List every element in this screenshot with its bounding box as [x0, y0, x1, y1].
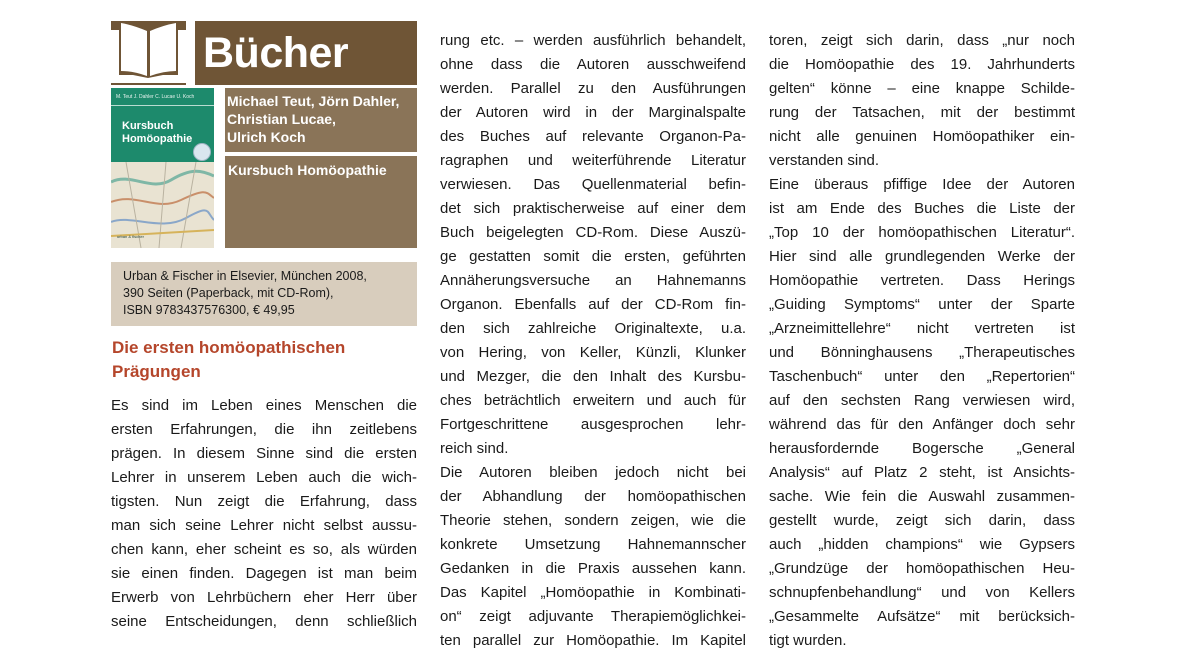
text-line: gelten“ könne – eine knappe Schilde-	[769, 80, 1075, 97]
text-line: den sich zahlreiche Originaltexte, u.a.	[440, 320, 746, 337]
text-line: ragraphen und weiterführende Literatur	[440, 152, 746, 169]
text-line: werden. Parallel zu den Ausführungen	[440, 80, 746, 97]
book-review-box	[111, 21, 417, 326]
text-line: von Hering, von Keller, Künzli, Klunker	[440, 344, 746, 361]
cover-rule	[111, 105, 214, 106]
text-line: „Guiding Symptoms“ unter der Sparte	[769, 296, 1075, 313]
text-line: gestellt wurde, zeigt sich darin, dass	[769, 512, 1075, 529]
cover-title-line: Homöopathie	[122, 133, 193, 145]
text-line: und Bönninghausens „Therapeutisches	[769, 344, 1075, 361]
text-line: Fortgeschrittene ausgesprochen lehr-	[440, 416, 746, 433]
text-line: rung etc. – werden ausführlich behandelt,	[440, 32, 746, 49]
text-line: „Arzneimittellehre“ nicht vertreten ist	[769, 320, 1075, 337]
text-line: rung der Tatsachen, mit der bestimmt	[769, 104, 1075, 121]
text-line: Erwerb von Lehrbüchern eher Herr über	[111, 589, 417, 606]
text-line: reich sind.	[440, 440, 509, 457]
text-line: Taschenbuch“ unter den „Repertorien“	[769, 368, 1075, 385]
cover-publisher: urban & fischer	[117, 234, 144, 239]
text-line: tigsten. Nun zeigt die Erfahrung, dass	[111, 493, 417, 510]
text-line: konkrete Umsetzung Hahnemannscher	[440, 536, 746, 553]
text-line: Gedanken in die Praxis aussehen kann.	[440, 560, 746, 577]
text-line: Das Kapitel „Homöopathie in Kombinati-	[440, 584, 746, 601]
publication-line: Urban & Fischer in Elsevier, München 2008,	[123, 269, 367, 283]
text-line: „Gesammelte Aufsätze“ mit berücksich-	[769, 608, 1075, 625]
cover-title-line: Kursbuch	[122, 120, 174, 132]
text-line: auch „hidden champions“ wie Gypsers	[769, 536, 1075, 553]
text-line: schnupfenbehandlung“ und von Kellers	[769, 584, 1075, 601]
text-line: Lehrer in unserem Leben auch die wich-	[111, 469, 417, 486]
text-line: des Buches auf relevante Organon-Pa-	[440, 128, 746, 145]
text-line: Analysis“ auf Platz 2 steht, ist Ansichts-	[769, 464, 1075, 481]
text-line: man sich seine Lehrer nicht selbst aussu-	[111, 517, 417, 534]
text-line: det sich praktischerweise auf einer dem	[440, 200, 746, 217]
publication-info-box	[111, 262, 417, 326]
author-line: Michael Teut, Jörn Dahler,	[227, 93, 400, 109]
text-line: Die Autoren bleiben jedoch nicht bei	[440, 464, 746, 481]
text-line: prägen. In diesem Sinne sind die ersten	[111, 445, 417, 462]
text-line: ersten Erfahrungen, die ihn zeitlebens	[111, 421, 417, 438]
author-line: Ulrich Koch	[227, 129, 306, 145]
section-title: Bücher	[203, 29, 349, 77]
text-line: Eine überaus pfiffige Idee der Autoren	[769, 176, 1075, 193]
text-line: auf den sechsten Rang verwiesen wird,	[769, 392, 1075, 409]
text-line: während das für den Anfänger doch sehr	[769, 416, 1075, 433]
text-line: Organon. Ebenfalls auf der CD-Rom fin-	[440, 296, 746, 313]
text-line: Homöopathie vertreten. Dass Herings	[769, 272, 1075, 289]
text-line: on“ zeigt adjuvante Therapiemöglichkei-	[440, 608, 746, 625]
book-authors	[227, 92, 413, 146]
text-line: Buch beigelegten CD-Rom. Diese Auszü-	[440, 224, 746, 241]
author-line: Christian Lucae,	[227, 111, 336, 127]
text-line: seine Entscheidungen, denn schließlich	[111, 613, 417, 630]
text-line: „Grundzüge der homöopathischen Heu-	[769, 560, 1075, 577]
cover-title	[122, 120, 202, 146]
text-line: ches beträchtlich erweitern und auch für	[440, 392, 746, 409]
text-line: ist am Ende des Buches die Liste der	[769, 200, 1075, 217]
subheading-line: Die ersten homöopathischen	[112, 338, 346, 357]
text-line: sie einen finden. Dagegen ist man beim	[111, 565, 417, 582]
text-line: verstanden sind.	[769, 152, 880, 169]
text-line: und Mezger, die den Inhalt des Kursbu-	[440, 368, 746, 385]
text-line: nicht alle genuinen Homöopathiker ein-	[769, 128, 1075, 145]
text-line: Hier sind alle grundlegenden Werke der	[769, 248, 1075, 265]
publication-line: 390 Seiten (Paperback, mit CD-Rom),	[123, 286, 334, 300]
text-line: chen kann, eher scheint es so, als würden	[111, 541, 417, 558]
text-line: toren, zeigt sich darin, dass „nur noch	[769, 32, 1075, 49]
open-book-icon	[111, 21, 186, 85]
publication-info	[123, 268, 413, 319]
publication-line: ISBN 9783437576300, € 49,95	[123, 303, 295, 317]
section-title-bar	[111, 21, 417, 85]
text-line: Theorie stehen, sondern zeigen, wie die	[440, 512, 746, 529]
text-line: herausfordernde Bogersche „General	[769, 440, 1075, 457]
cd-rom-icon	[193, 143, 211, 161]
text-line: ge gestatten somit die ersten, geführten	[440, 248, 746, 265]
title-divider	[186, 21, 195, 85]
text-line: Annäherungsversuche an Hahnemanns	[440, 272, 746, 289]
book-info	[111, 88, 417, 248]
text-line: ten parallel zur Homöopathie. Im Kapitel	[440, 632, 746, 649]
text-line: verwiesen. Das Quellenmaterial befin-	[440, 176, 746, 193]
text-line: der Abhandlung der homöopathischen	[440, 488, 746, 505]
text-line: sache. Wie fein die Auswahl zusammen-	[769, 488, 1075, 505]
cover-authors: M. Teut J. Dahler C. Lucae U. Koch	[116, 94, 195, 100]
text-line: die Homöopathie des 19. Jahrhunderts	[769, 56, 1075, 73]
text-line: Es sind im Leben eines Menschen die	[111, 397, 417, 414]
text-line: ohne dass die Autoren ausschweifend	[440, 56, 746, 73]
book-title: Kursbuch Homöopathie	[228, 162, 387, 178]
text-line: „Top 10 der homöopathischen Literatur“.	[769, 224, 1075, 241]
article-subheading	[112, 336, 412, 384]
text-line: der Autoren wird in der Marginalspalte	[440, 104, 746, 121]
text-line: tigt wurden.	[769, 632, 847, 649]
book-cover-image	[111, 88, 214, 248]
subheading-line: Prägungen	[112, 362, 201, 381]
